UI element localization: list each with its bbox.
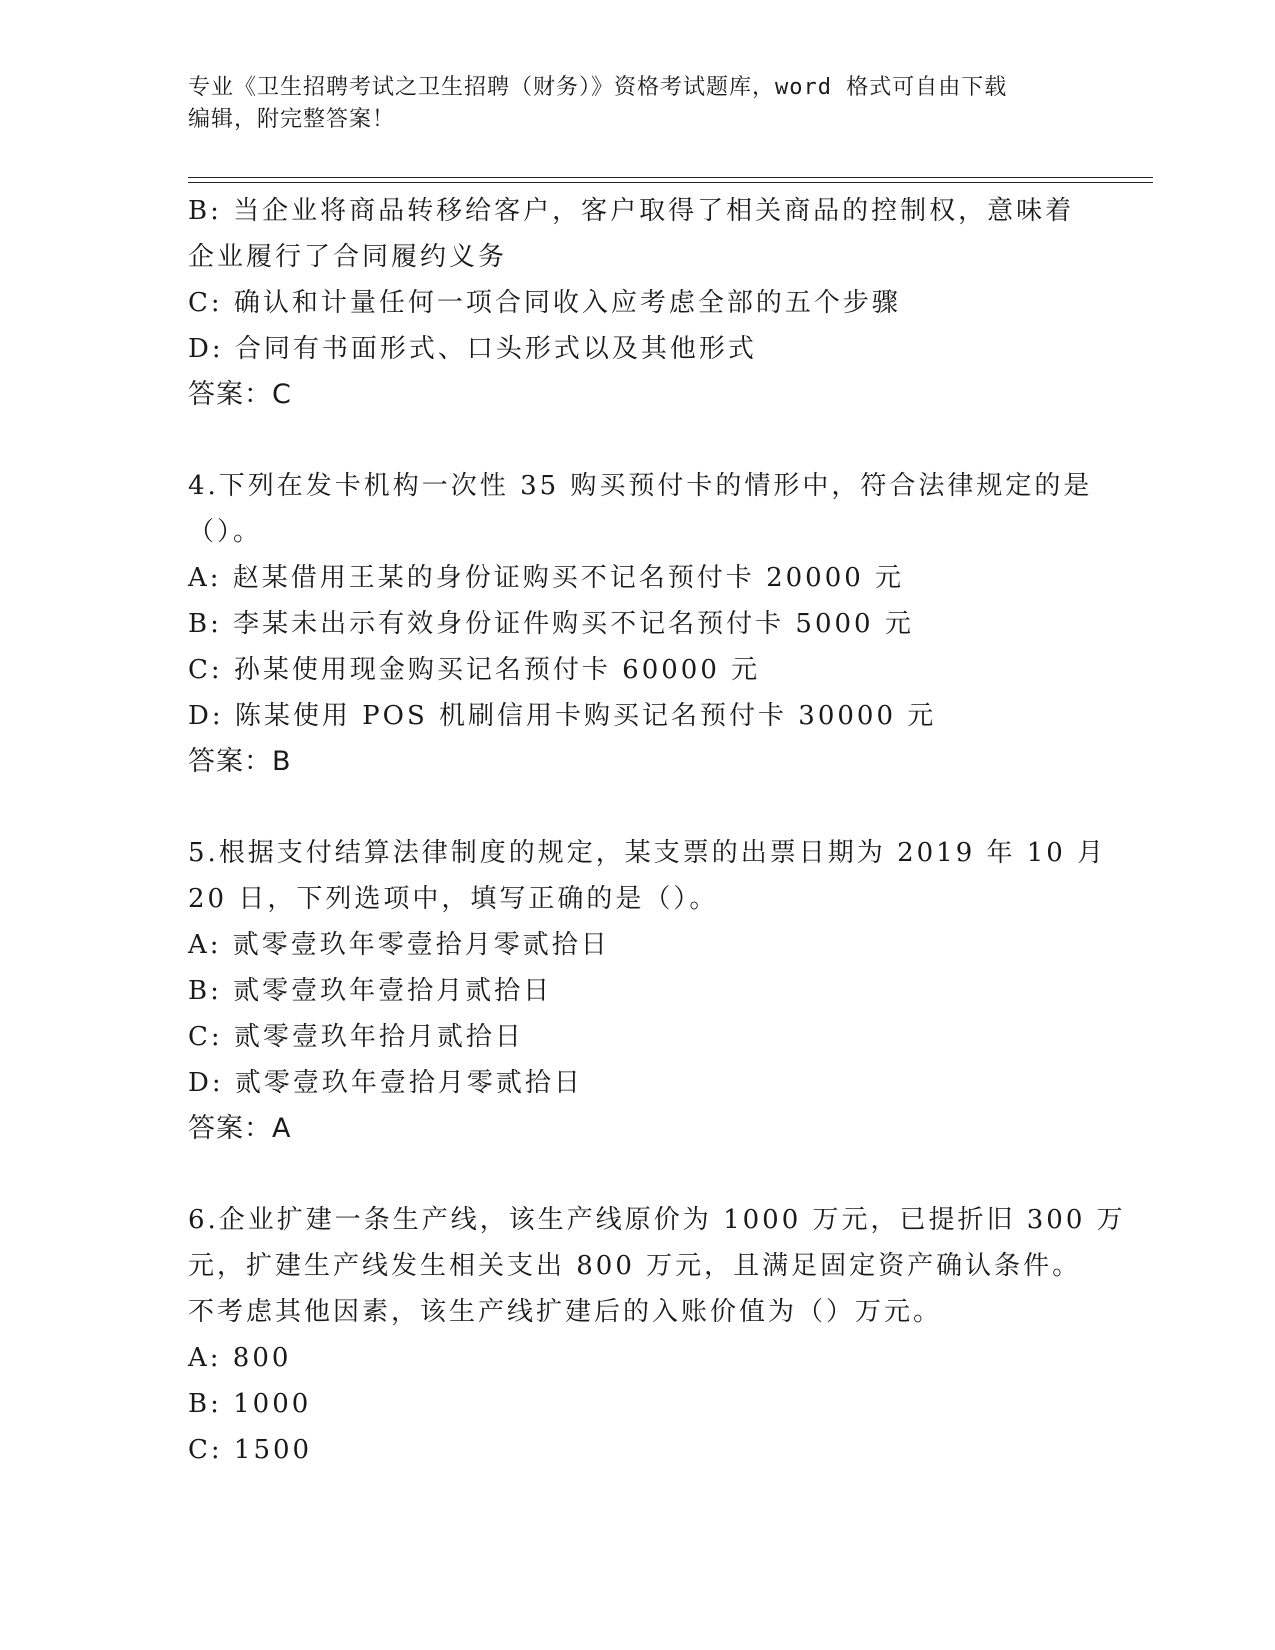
q6-stem-line-2: 元，扩建生产线发生相关支出 800 万元，且满足固定资产确认条件。 (188, 1251, 1082, 1281)
q4-stem-line-1: 4.下列在发卡机构一次性 35 购买预付卡的情形中，符合法律规定的是 (188, 471, 1093, 501)
q6-option-a: A: 800 (188, 1343, 292, 1373)
q3-option-d: D: 合同有书面形式、口头形式以及其他形式 (188, 334, 757, 364)
spacer (188, 785, 1088, 830)
q6-stem-line-1: 6.企业扩建一条生产线，该生产线原价为 1000 万元，已提折旧 300 万 (188, 1205, 1126, 1235)
q6-option-b: B: 1000 (188, 1389, 312, 1419)
document-header (188, 72, 1088, 136)
q3-answer: 答案：C (188, 379, 292, 410)
question-5 (188, 830, 1107, 1152)
q4-option-b: B: 李某未出示有效身份证件购买不记名预付卡 5000 元 (188, 609, 914, 639)
spacer (188, 418, 1088, 463)
question-6 (188, 1197, 1126, 1473)
q5-option-a: A: 贰零壹玖年零壹拾月零贰拾日 (188, 930, 610, 960)
spacer (188, 1152, 1088, 1197)
header-divider-bottom (188, 182, 1153, 183)
q4-option-d: D: 陈某使用 POS 机刷信用卡购买记名预付卡 30000 元 (188, 701, 937, 731)
q4-option-c: C: 孙某使用现金购买记名预付卡 60000 元 (188, 655, 761, 685)
q4-option-a: A: 赵某借用王某的身份证购买不记名预付卡 20000 元 (188, 563, 905, 593)
question-list (188, 188, 1126, 1473)
question-4 (188, 463, 1093, 785)
header-line-2: 编辑，附完整答案！ (188, 107, 396, 132)
q5-answer: 答案：A (188, 1113, 292, 1144)
q3-option-b-line-1: B: 当企业将商品转移给客户，客户取得了相关商品的控制权，意味着 (188, 196, 1075, 226)
q3-option-b-line-2: 企业履行了合同履约义务 (188, 242, 508, 272)
q4-stem-line-2: （）。 (188, 517, 263, 547)
q4-answer: 答案：B (188, 746, 292, 777)
q5-option-d: D: 贰零壹玖年壹拾月零贰拾日 (188, 1068, 583, 1098)
q6-option-c: C: 1500 (188, 1435, 313, 1465)
q5-stem-line-2: 20 日，下列选项中，填写正确的是（）。 (188, 884, 719, 914)
q3-option-c: C: 确认和计量任何一项合同收入应考虑全部的五个步骤 (188, 288, 901, 318)
q6-stem-line-3: 不考虑其他因素，该生产线扩建后的入账价值为（）万元。 (188, 1297, 943, 1327)
header-divider-top (188, 177, 1153, 178)
q5-option-c: C: 贰零壹玖年拾月贰拾日 (188, 1022, 524, 1052)
q5-option-b: B: 贰零壹玖年壹拾月贰拾日 (188, 976, 553, 1006)
question-3-tail (188, 188, 1088, 418)
header-line-1: 专业《卫生招聘考试之卫生招聘（财务）》资格考试题库，word 格式可自由下载 (188, 75, 1008, 100)
q5-stem-line-1: 5.根据支付结算法律制度的规定，某支票的出票日期为 2019 年 10 月 (188, 838, 1107, 868)
